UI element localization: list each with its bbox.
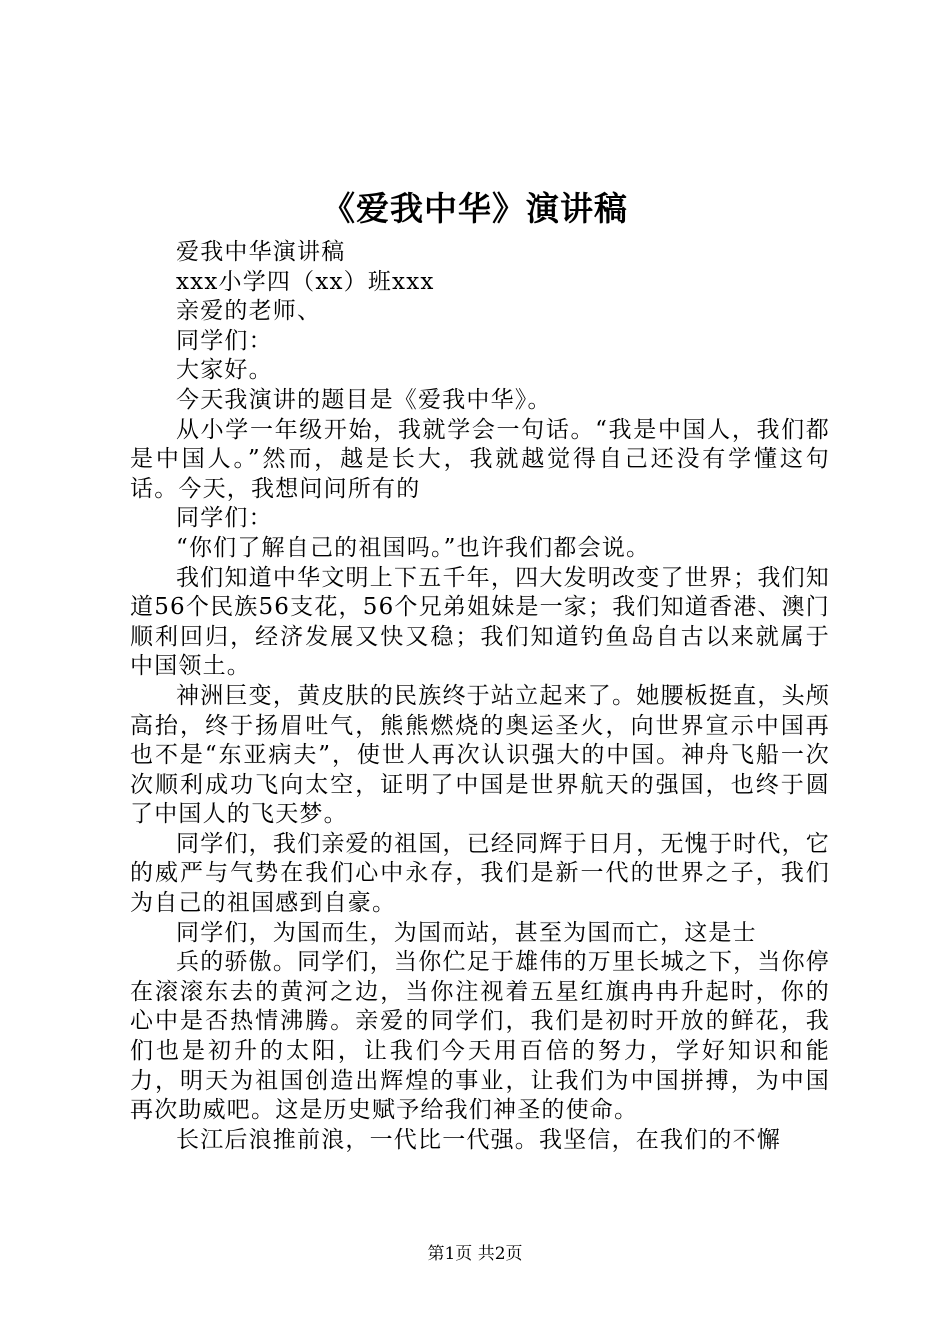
paragraph-hello: 大家好。 [176,357,273,384]
document-body [130,238,830,1155]
paragraph: 同学们，为国而生，为国而站，甚至为国而亡，这是士 [176,919,757,946]
paragraph: 同学们，我们亲爱的祖国，已经同辉于日月，无愧于时代，它的威严与气势在我们心中永存，我们是新一代的世界之子，我们为自己的祖国感到自豪。 [130,830,830,917]
paragraph: 兵的骄傲。同学们，当你伫足于雄伟的万里长城之下，当你停在滚滚东去的黄河之边，当你注视着五星红旗冉冉升起时，你的心中是否热情沸腾。亲爱的同学们，我们是初时开放的鲜花，我们也是初升的太阳，让我们今天用百倍的努力，学好知识和能力，明天为祖国创造出辉煌的事业，让我们为中国拼搏，为中国再次助威吧。这是历史赋予给我们神圣的使命。 [130,949,830,1124]
paragraph-greeting-teachers: 亲爱的老师、 [176,298,322,325]
document-title: 《爱我中华》演讲稿 [322,189,628,228]
paragraph: 同学们： [176,505,273,532]
paragraph-heading: 爱我中华演讲稿 [176,239,346,265]
paragraph: 从小学一年级开始，我就学会一句话。“我是中国人，我们都是中国人。”然而，越是长大，我就越觉得自己还没有学懂这句话。今天，我想问问所有的 [130,416,830,502]
paragraph: 我们知道中华文明上下五千年，四大发明改变了世界；我们知道56个民族56支花，56个兄弟姐妹是一家；我们知道香港、澳门顺利回归，经济发展又快又稳；我们知道钓鱼岛自古以来就属于中国领土。 [130,564,830,680]
page-footer: 第1页 共2页 [427,1244,523,1264]
paragraph-author: xxx小学四（xx）班xxx [176,268,435,295]
paragraph: 神洲巨变，黄皮肤的民族终于站立起来了。她腰板挺直，头颅高抬，终于扬眉吐气，熊熊燃烧的奥运圣火，向世界宣示中国再也不是“东亚病夫”，使世人再次认识强大的中国。神舟飞船一次次顺利成功飞向太空，证明了中国是世界航天的强国，也终于圆了中国人的飞天梦。 [130,682,830,828]
paragraph: “你们了解自己的祖国吗。”也许我们都会说。 [176,534,651,561]
paragraph-greeting-classmates: 同学们： [176,327,273,354]
paragraph: 长江后浪推前浪，一代比一代强。我坚信，在我们的不懈 [176,1126,781,1153]
paragraph-topic: 今天我演讲的题目是《爱我中华》。 [176,386,552,413]
